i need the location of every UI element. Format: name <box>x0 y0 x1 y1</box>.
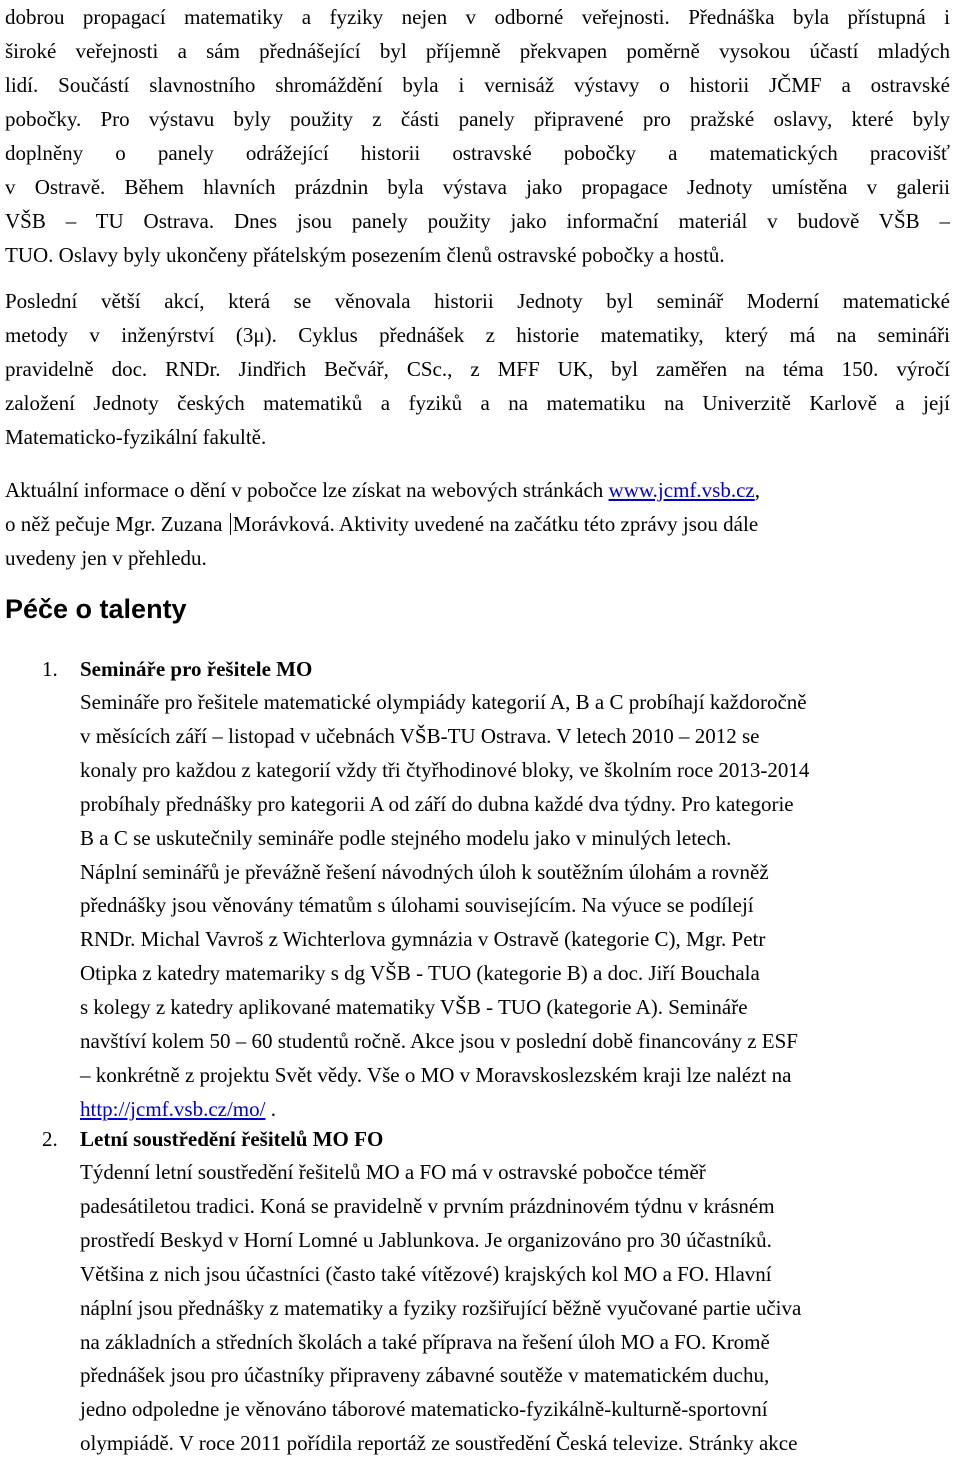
text-line: široké veřejnosti a sám přednášející byl příjemně překvapen poměrně vysokou účastí mladých <box>5 39 950 63</box>
text-line: Otipka z katedry matemariky s dg VŠB - TUO (kategorie B) a doc. Jiří Bouchala <box>80 961 760 986</box>
text-line <box>5 507 950 541</box>
text-line <box>5 473 950 507</box>
seminar-paragraph <box>5 284 950 454</box>
text-line: – konkrétně z projektu Svět vědy. Vše o MO v Moravskoslezském kraji lze nalézt na <box>80 1062 792 1087</box>
text-line: v měsících září – listopad v učebnách VŠB-TU Ostrava. V letech 2010 – 2012 se <box>80 723 760 748</box>
text-line: Matematicko-fyzikální fakultě. <box>5 425 267 449</box>
text-line: náplní jsou přednášky z matematiky a fyziky rozšiřující běžně vyučované partie učiva <box>80 1295 802 1320</box>
text-line: Semináře pro řešitele matematické olympiády kategorií A, B a C probíhají každoročně <box>80 690 807 714</box>
text-line: Náplní seminářů je převážně řešení návodných úloh k soutěžním úlohám a rovněž <box>80 859 769 884</box>
text-line: na základních a středních školách a také příprava na řešení úloh MO a FO. Kromě <box>80 1329 770 1354</box>
link-suffix: . <box>265 1096 276 1121</box>
text-line: Poslední větší akcí, která se věnovala historii Jednoty byl seminář Moderní matematické <box>5 289 950 313</box>
list-item-body <box>80 1156 958 1461</box>
text-line: přednášky jsou věnovány tématům s úlohami souvisejícím. Na výuce se podílejí <box>80 893 754 918</box>
text-cursor <box>230 513 231 535</box>
info-text: Morávková. Aktivity uvedené na začátku této zprávy jsou dále <box>232 512 759 536</box>
info-text: o něž pečuje Mgr. Zuzana <box>5 512 228 536</box>
text-line: s kolegy z katedry aplikované matematiky VŠB - TUO (kategorie A). Semináře <box>80 995 748 1020</box>
text-line: probíhaly přednášky pro kategorii A od září do dubna každé dva týdny. Pro kategorie <box>80 791 794 816</box>
info-paragraph <box>5 473 950 575</box>
list-item-body <box>80 686 958 1127</box>
text-line: doplněny o panely odrážející historii ostravské pobočky a matematických pracovišť <box>5 141 950 165</box>
text-line: uvedeny jen v přehledu. <box>5 546 207 570</box>
list-item-title: Semináře pro řešitele MO <box>80 657 313 681</box>
list-number: 1. <box>42 657 58 681</box>
text-line: lidí. Součástí slavnostního shromáždění byla i vernisáž výstavy o historii JČMF a ostravské <box>5 73 950 97</box>
text-line: navštíví kolem 50 – 60 studentů ročně. Akce jsou v poslední době financovány z ESF <box>80 1029 798 1054</box>
info-text: Aktuální informace o dění v pobočce lze získat na webových stránkách <box>5 478 609 502</box>
info-text: , <box>754 478 760 502</box>
text-line: padesátiletou tradici. Koná se pravidelně v prvním prázdninovém týdnu v krásném <box>80 1193 775 1218</box>
section-heading: Péče o talenty <box>5 594 187 624</box>
text-line: Většina z nich jsou účastníci (často také vítězové) krajských kol MO a FO. Hlavní <box>80 1261 772 1286</box>
text-line: olympiádě. V roce 2011 pořídila reportáž ze soustředění Česká televize. Stránky akce <box>80 1431 798 1456</box>
text-line: VŠB – TU Ostrava. Dnes jsou panely použity jako informační materiál v budově VŠB – <box>5 209 950 233</box>
text-line: metody v inženýrství (3μ). Cyklus přednášek z historie matematiky, který má na semináři <box>5 323 950 347</box>
mo-link[interactable]: http://jcmf.vsb.cz/mo/ <box>80 1096 266 1121</box>
text-line: pravidelně doc. RNDr. Jindřich Bečvář, CSc., z MFF UK, byl zaměřen na téma 150. výročí <box>5 357 950 381</box>
list-item-title: Letní soustředění řešitelů MO FO <box>80 1127 384 1151</box>
text-line: konaly pro každou z kategorií vždy tři čtyřhodinové bloky, ve školním roce 2013-2014 <box>80 757 810 782</box>
text-line: TUO. Oslavy byly ukončeny přátelským posezením členů ostravské pobočky a hostů. <box>5 243 725 267</box>
text-line: přednášek jsou pro účastníky připraveny zábavné soutěže v matematickém duchu, <box>80 1363 770 1388</box>
text-line: Týdenní letní soustředění řešitelů MO a FO má v ostravské pobočce téměř <box>80 1160 706 1184</box>
intro-paragraph <box>5 0 950 272</box>
list-number: 2. <box>42 1127 58 1151</box>
text-line: založení Jednoty českých matematiků a fyziků a na matematiku na Univerzitě Karlově a její <box>5 391 950 415</box>
text-line: B a C se uskutečnily semináře podle stejného modelu jako v minulých letech. <box>80 825 732 850</box>
text-line: RNDr. Michal Vavroš z Wichterlova gymnázia v Ostravě (kategorie C), Mgr. Petr <box>80 927 766 952</box>
text-line: v Ostravě. Během hlavních prázdnin byla výstava jako propagace Jednoty umístěna v galerii <box>5 175 950 199</box>
website-link[interactable]: www.jcmf.vsb.cz <box>608 478 755 502</box>
text-line: prostředí Beskyd v Horní Lomné u Jablunkova. Je organizováno pro 30 účastníků. <box>80 1227 772 1252</box>
text-line: pobočky. Pro výstavu byly použity z části panely připravené pro pražské oslavy, které byly <box>5 107 950 131</box>
text-line: dobrou propagací matematiky a fyziky nejen v odborné veřejnosti. Přednáška byla přístupná i <box>5 5 950 29</box>
text-line: jedno odpoledne je věnováno táborové matematicko-fyzikálně-kulturně-sportovní <box>80 1397 768 1422</box>
